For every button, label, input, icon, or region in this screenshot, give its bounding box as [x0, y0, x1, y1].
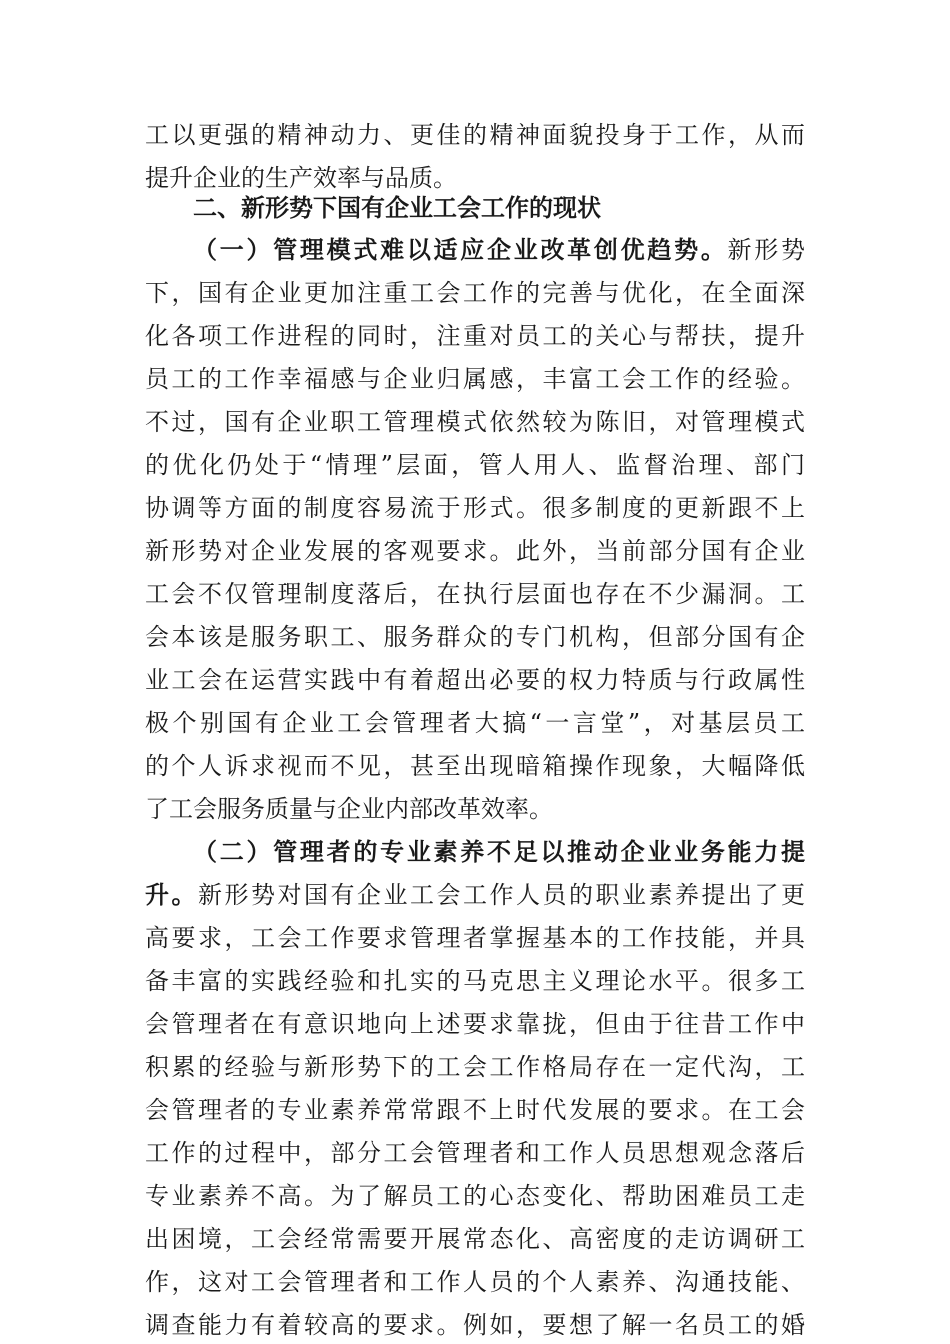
text-line: 下，国有企业更加注重工会工作的完善与优化，在全面深: [145, 279, 805, 307]
text-line: 的个人诉求视而不见，甚至出现暗箱操作现象，大幅降低: [145, 752, 805, 780]
text-line: 会管理者的专业素养常常跟不上时代发展的要求。在工会: [145, 1096, 805, 1124]
text-line: 新形势对企业发展的客观要求。此外，当前部分国有企业: [145, 537, 805, 565]
text-line: 出困境，工会经常需要开展常态化、高密度的走访调研工: [145, 1225, 805, 1253]
text-line: 了工会服务质量与企业内部改革效率。: [145, 795, 553, 823]
text-line: 化各项工作进程的同时，注重对员工的关心与帮扶，提升: [145, 322, 805, 350]
text-line: 会本该是服务职工、服务群众的专门机构，但部分国有企: [145, 623, 805, 651]
text-run: 新形势: [727, 236, 805, 264]
text-line: 工会不仅管理制度落后，在执行层面也存在不少漏洞。工: [145, 580, 805, 608]
text-line: 工以更强的精神动力、更佳的精神面貌投身于工作，从而: [145, 121, 805, 149]
paragraph-second-line: [145, 873, 805, 917]
paragraph-subheading-end: 升。: [145, 880, 198, 909]
text-line: 极个别国有企业工会管理者大搞“一言堂”，对基层员工: [145, 709, 805, 737]
text-line: 积累的经验与新形势下的工会工作格局存在一定代沟，工: [145, 1053, 805, 1081]
text-line: 专业素养不高。为了解员工的心态变化、帮助困难员工走: [145, 1182, 805, 1210]
section-heading: 二、新形势下国有企业工会工作的现状: [193, 194, 601, 222]
text-line: 备丰富的实践经验和扎实的马克思主义理论水平。很多工: [145, 967, 805, 995]
paragraph-subheading: （一）管理模式难以适应企业改革创优趋势。: [193, 235, 728, 264]
text-line: 不过，国有企业职工管理模式依然较为陈旧，对管理模式: [145, 408, 805, 436]
text-line: 调查能力有着较高的要求。例如，要想了解一名员工的婚: [145, 1311, 805, 1339]
text-run: 新形势对国有企业工会工作人员的职业素养提出了更: [198, 881, 805, 909]
text-line: 提升企业的生产效率与品质。: [145, 164, 457, 192]
text-line: 工作的过程中，部分工会管理者和工作人员思想观念落后: [145, 1139, 805, 1167]
paragraph-subheading: （二）管理者的专业素养不足以推动企业业务能力提: [193, 837, 805, 866]
text-line: 作，这对工会管理者和工作人员的个人素养、沟通技能、: [145, 1268, 805, 1296]
text-line: 业工会在运营实践中有着超出必要的权力特质与行政属性: [145, 666, 805, 694]
text-line: 的优化仍处于“情理”层面，管人用人、监督治理、部门: [145, 451, 805, 479]
text-line: 高要求，工会工作要求管理者掌握基本的工作技能，并具: [145, 924, 805, 952]
paragraph-first-line: [193, 228, 805, 272]
text-line: 会管理者在有意识地向上述要求靠拢，但由于往昔工作中: [145, 1010, 805, 1038]
text-line: 协调等方面的制度容易流于形式。很多制度的更新跟不上: [145, 494, 805, 522]
text-line: 员工的工作幸福感与企业归属感，丰富工会工作的经验。: [145, 365, 805, 393]
